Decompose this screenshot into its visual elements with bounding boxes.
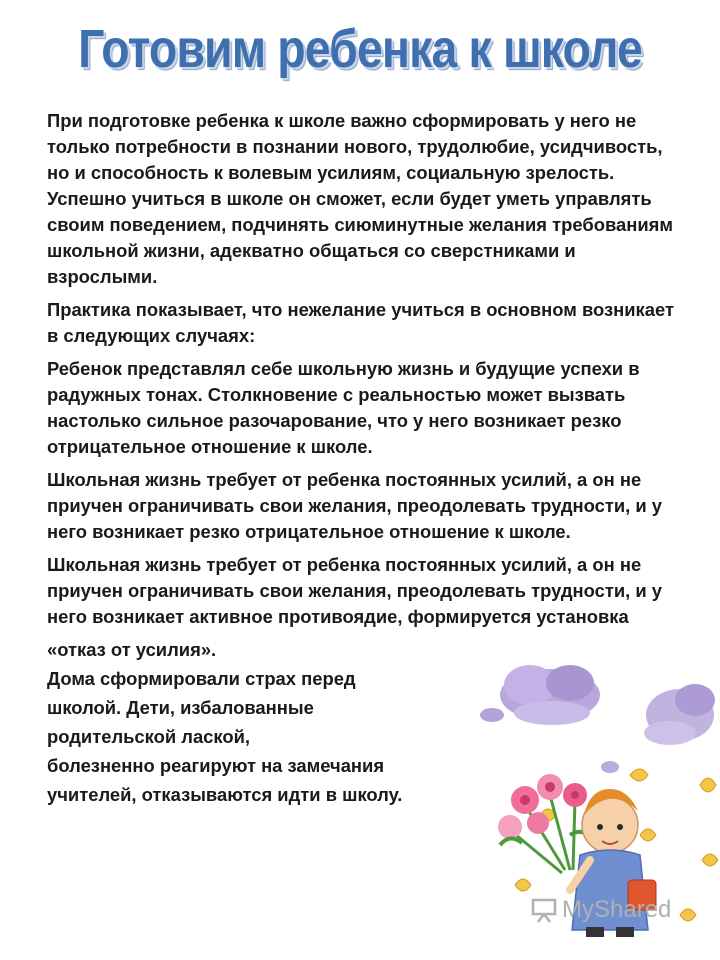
paragraph-practice: Практика показывает, что нежелание учиться в основном возникает в следующих случаях:	[47, 299, 674, 346]
paragraph-case-1: Ребенок представлял себе школьную жизнь и будущие успехи в радужных тонах. Столкновение с реальностью может вызвать настолько сильное разочарование, что у него возникает резко отрицательное отношение к школе.	[47, 358, 640, 457]
watermark-text: MyShared	[562, 896, 672, 923]
short-line: школой. Дети, избалованные	[47, 697, 314, 718]
presentation-board-icon	[530, 897, 558, 923]
short-line: «отказ от усилия».	[47, 639, 217, 660]
short-line: учителей, отказываются идти в школу.	[47, 784, 403, 805]
flower-bouquet-icon	[498, 774, 592, 873]
paragraph-case-3: Школьная жизнь требует от ребенка постоянных усилий, а он не приучен ограничивать свои желания, преодолевать трудности, и у него возникает активное противоядие, формируется установка	[47, 554, 663, 627]
cloud-icon	[644, 684, 715, 745]
short-line: родительской лаской,	[47, 726, 251, 747]
short-lines-block	[47, 637, 477, 808]
page-title: Готовим ребенка к школе	[78, 19, 642, 79]
short-line: болезненно реагируют на замечания	[47, 755, 385, 776]
paragraph-case-2: Школьная жизнь требует от ребенка постоянных усилий, а он не приучен ограничивать свои желания, преодолевать трудности, и у него возникает резко отрицательное отношение к школе.	[47, 469, 663, 542]
watermark	[530, 896, 671, 924]
paragraph-intro: При подготовке ребенка к школе важно сформировать у него не только потребности в познании нового, трудолюбие, усидчивость, но и способность к волевым усилиям, социальную зрелость. Успешно учиться в школе он сможет, если будет уметь управлять своим поведением, подчинять сиюминутные желания требованиям школьной жизни, адекватно общаться со сверстниками и взрослыми.	[47, 110, 673, 287]
short-line: Дома сформировали страх перед	[47, 668, 356, 689]
cloud-icon	[500, 665, 600, 725]
